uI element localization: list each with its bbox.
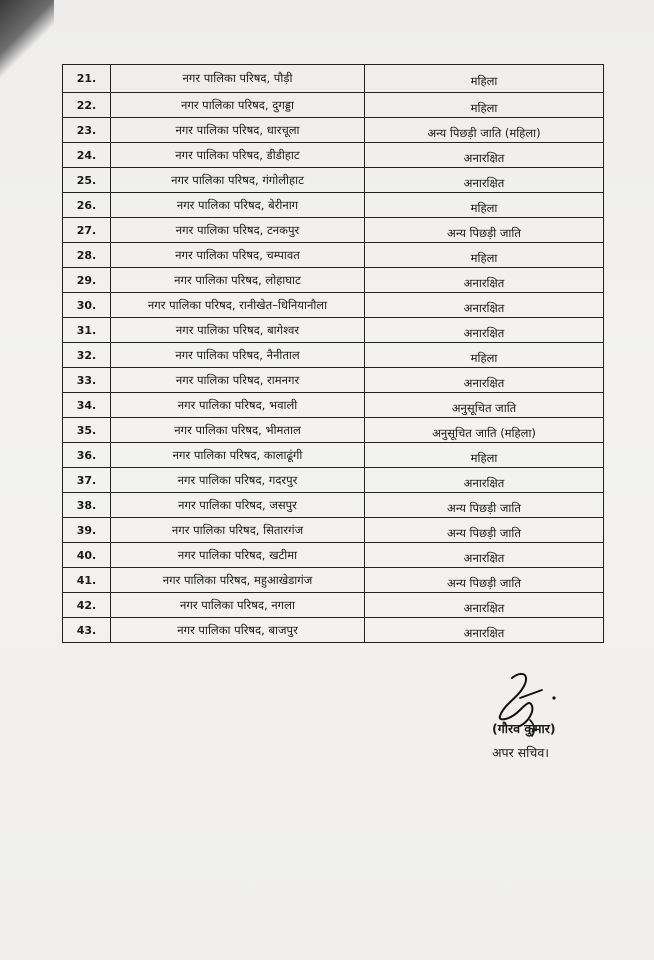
- reservation-category-cell: अन्य पिछड़ी जाति (महिला): [427, 125, 541, 140]
- reservation-category-cell: अनुसूचित जाति (महिला): [432, 425, 536, 440]
- municipality-name-cell: नगर पालिका परिषद, पौड़ी: [111, 65, 365, 92]
- reservation-category-cell: महिला: [470, 250, 498, 265]
- municipality-name-cell: नगर पालिका परिषद, लोहाघाट: [111, 268, 365, 292]
- serial-number-cell: 21.: [63, 65, 111, 92]
- reservation-category-cell: महिला: [470, 350, 498, 365]
- table-row: [63, 417, 603, 442]
- serial-number-cell: 36.: [63, 443, 111, 467]
- reservation-category-cell: अनारक्षित: [463, 475, 505, 490]
- municipality-name-cell: नगर पालिका परिषद, गंगोलीहाट: [111, 168, 365, 192]
- municipality-name-cell: नगर पालिका परिषद, बेरीनाग: [111, 193, 365, 217]
- reservation-category-cell: अन्य पिछड़ी जाति: [447, 225, 521, 240]
- reservation-table: [62, 64, 604, 643]
- table-row: [63, 117, 603, 142]
- table-row: [63, 292, 603, 317]
- table-row: [63, 492, 603, 517]
- serial-number-cell: 43.: [63, 618, 111, 642]
- table-row: [63, 142, 603, 167]
- reservation-category-cell: अनारक्षित: [463, 550, 505, 565]
- reservation-category-cell: महिला: [470, 200, 498, 215]
- municipality-name-cell: नगर पालिका परिषद, गदरपुर: [111, 468, 365, 492]
- reservation-category-cell: अनारक्षित: [463, 625, 505, 640]
- signatory-name: (गौरव कुमार): [492, 721, 556, 736]
- serial-number-cell: 41.: [63, 568, 111, 592]
- table-row: [63, 64, 603, 92]
- reservation-category-cell: अनारक्षित: [463, 175, 505, 190]
- serial-number-cell: 22.: [63, 93, 111, 117]
- serial-number-cell: 39.: [63, 518, 111, 542]
- municipality-name-cell: नगर पालिका परिषद, कालाढूंगी: [111, 443, 365, 467]
- table-row: [63, 317, 603, 342]
- serial-number-cell: 28.: [63, 243, 111, 267]
- table-row: [63, 467, 603, 492]
- municipality-name-cell: नगर पालिका परिषद, जसपुर: [111, 493, 365, 517]
- serial-number-cell: 27.: [63, 218, 111, 242]
- municipality-name-cell: नगर पालिका परिषद, बागेश्वर: [111, 318, 365, 342]
- signatory-designation: अपर सचिव।: [492, 745, 550, 760]
- reservation-category-cell: महिला: [470, 100, 498, 115]
- table-row: [63, 542, 603, 567]
- municipality-name-cell: नगर पालिका परिषद, खटीमा: [111, 543, 365, 567]
- table-row: [63, 217, 603, 242]
- serial-number-cell: 34.: [63, 393, 111, 417]
- municipality-name-cell: नगर पालिका परिषद, डीडीहाट: [111, 143, 365, 167]
- reservation-category-cell: अनारक्षित: [463, 325, 505, 340]
- municipality-name-cell: नगर पालिका परिषद, नैनीताल: [111, 343, 365, 367]
- table-row: [63, 392, 603, 417]
- table-row: [63, 267, 603, 292]
- serial-number-cell: 40.: [63, 543, 111, 567]
- signature-block: [470, 660, 590, 790]
- municipality-name-cell: नगर पालिका परिषद, चम्पावत: [111, 243, 365, 267]
- table-row: [63, 567, 603, 592]
- municipality-name-cell: नगर पालिका परिषद, टनकपुर: [111, 218, 365, 242]
- serial-number-cell: 29.: [63, 268, 111, 292]
- table-row: [63, 367, 603, 392]
- page-fold-shadow: [0, 0, 54, 82]
- table-row: [63, 92, 603, 117]
- table-row: [63, 617, 603, 642]
- table-row: [63, 192, 603, 217]
- municipality-name-cell: नगर पालिका परिषद, बाजपुर: [111, 618, 365, 642]
- serial-number-cell: 32.: [63, 343, 111, 367]
- reservation-category-cell: अनारक्षित: [463, 150, 505, 165]
- municipality-name-cell: नगर पालिका परिषद, रामनगर: [111, 368, 365, 392]
- reservation-category-cell: अन्य पिछड़ी जाति: [447, 500, 521, 515]
- reservation-category-cell: महिला: [470, 450, 498, 465]
- municipality-name-cell: नगर पालिका परिषद, भीमताल: [111, 418, 365, 442]
- municipality-name-cell: नगर पालिका परिषद, सितारगंज: [111, 518, 365, 542]
- serial-number-cell: 37.: [63, 468, 111, 492]
- serial-number-cell: 30.: [63, 293, 111, 317]
- table-row: [63, 342, 603, 367]
- reservation-category-cell: महिला: [470, 74, 498, 88]
- serial-number-cell: 25.: [63, 168, 111, 192]
- table-row: [63, 517, 603, 542]
- serial-number-cell: 24.: [63, 143, 111, 167]
- serial-number-cell: 38.: [63, 493, 111, 517]
- reservation-category-cell: अन्य पिछड़ी जाति: [447, 525, 521, 540]
- municipality-name-cell: नगर पालिका परिषद, भवाली: [111, 393, 365, 417]
- serial-number-cell: 26.: [63, 193, 111, 217]
- serial-number-cell: 42.: [63, 593, 111, 617]
- reservation-category-cell: अन्य पिछड़ी जाति: [447, 575, 521, 590]
- serial-number-cell: 35.: [63, 418, 111, 442]
- table-row: [63, 167, 603, 192]
- municipality-name-cell: नगर पालिका परिषद, धारचूला: [111, 118, 365, 142]
- municipality-name-cell: नगर पालिका परिषद, रानीखेत–धिनियानौला: [111, 293, 365, 317]
- serial-number-cell: 23.: [63, 118, 111, 142]
- serial-number-cell: 31.: [63, 318, 111, 342]
- reservation-category-cell: अनारक्षित: [463, 600, 505, 615]
- municipality-name-cell: नगर पालिका परिषद, महुआखेडागंज: [111, 568, 365, 592]
- reservation-category-cell: अनुसूचित जाति: [451, 400, 517, 415]
- serial-number-cell: 33.: [63, 368, 111, 392]
- municipality-name-cell: नगर पालिका परिषद, दुगड्डा: [111, 93, 365, 117]
- reservation-category-cell: अनारक्षित: [463, 300, 505, 315]
- municipality-name-cell: नगर पालिका परिषद, नगला: [111, 593, 365, 617]
- reservation-category-cell: अनारक्षित: [463, 275, 505, 290]
- reservation-category-cell: अनारक्षित: [463, 375, 505, 390]
- table-row: [63, 592, 603, 617]
- table-row: [63, 442, 603, 467]
- table-row: [63, 242, 603, 267]
